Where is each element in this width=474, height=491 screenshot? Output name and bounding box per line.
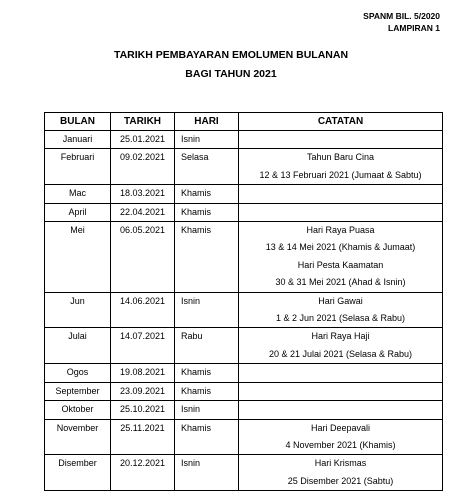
- cell-hari: Khamis: [175, 419, 239, 455]
- cell-bulan: September: [45, 382, 111, 400]
- catatan-line: 20 & 21 Julai 2021 (Selasa & Rabu): [268, 348, 413, 359]
- cell-tarikh: 14.07.2021: [111, 328, 175, 364]
- cell-hari: Isnin: [175, 455, 239, 491]
- catatan-line: 30 & 31 Mei 2021 (Ahad & Isnin): [275, 277, 406, 288]
- cell-catatan: [239, 364, 443, 382]
- table-row: [45, 364, 443, 382]
- cell-catatan: [239, 382, 443, 400]
- catatan-line: Tahun Baru Cina: [306, 152, 375, 163]
- cell-bulan: Jun: [45, 292, 111, 328]
- cell-tarikh: 22.04.2021: [111, 203, 175, 221]
- table-row: [45, 222, 443, 293]
- cell-tarikh: 25.11.2021: [111, 419, 175, 455]
- cell-catatan: [239, 292, 443, 328]
- catatan-line: 1 & 2 Jun 2021 (Selasa & Rabu): [275, 313, 406, 324]
- cell-catatan: [239, 222, 443, 293]
- cell-hari: Isnin: [175, 401, 239, 419]
- catatan-line: Hari Krismas: [314, 458, 367, 469]
- document-subtitle: BAGI TAHUN 2021: [185, 68, 277, 80]
- cell-bulan: Januari: [45, 131, 111, 149]
- catatan-line: Hari Raya Puasa: [306, 225, 375, 236]
- cell-tarikh: 25.01.2021: [111, 131, 175, 149]
- cell-tarikh: 06.05.2021: [111, 222, 175, 293]
- cell-tarikh: 09.02.2021: [111, 149, 175, 185]
- cell-tarikh: 19.08.2021: [111, 364, 175, 382]
- table-row: [45, 185, 443, 203]
- cell-tarikh: 25.10.2021: [111, 401, 175, 419]
- cell-hari: Isnin: [175, 131, 239, 149]
- cell-bulan: November: [45, 419, 111, 455]
- cell-hari: Khamis: [175, 185, 239, 203]
- cell-catatan: [239, 328, 443, 364]
- catatan-line: Hari Raya Haji: [311, 331, 370, 342]
- cell-hari: Khamis: [175, 364, 239, 382]
- column-header-hari: HARI: [175, 113, 239, 131]
- column-header-catatan: CATATAN: [239, 113, 443, 131]
- cell-tarikh: 23.09.2021: [111, 382, 175, 400]
- column-header-bulan: BULAN: [45, 113, 111, 131]
- table-row: [45, 203, 443, 221]
- cell-bulan: Ogos: [45, 364, 111, 382]
- cell-bulan: April: [45, 203, 111, 221]
- cell-tarikh: 20.12.2021: [111, 455, 175, 491]
- table-row: [45, 149, 443, 185]
- table-row: [45, 328, 443, 364]
- cell-tarikh: 14.06.2021: [111, 292, 175, 328]
- payment-schedule-table: [44, 112, 443, 491]
- cell-hari: Isnin: [175, 292, 239, 328]
- cell-catatan: [239, 419, 443, 455]
- cell-hari: Selasa: [175, 149, 239, 185]
- table-row: [45, 382, 443, 400]
- cell-bulan: Februari: [45, 149, 111, 185]
- catatan-line: Hari Gawai: [318, 295, 363, 306]
- cell-catatan: [239, 185, 443, 203]
- catatan-line: 12 & 13 Februari 2021 (Jumaat & Sabtu): [259, 169, 422, 180]
- cell-bulan: Oktober: [45, 401, 111, 419]
- reference-number: SPANM BIL. 5/2020: [363, 11, 440, 21]
- cell-bulan: Julai: [45, 328, 111, 364]
- catatan-line: Hari Pesta Kaamatan: [297, 259, 384, 270]
- catatan-line: 13 & 14 Mei 2021 (Khamis & Jumaat): [265, 242, 416, 253]
- attachment-label: LAMPIRAN 1: [388, 23, 440, 33]
- table-row: [45, 401, 443, 419]
- cell-bulan: Mac: [45, 185, 111, 203]
- cell-bulan: Disember: [45, 455, 111, 491]
- cell-bulan: Mei: [45, 222, 111, 293]
- cell-hari: Rabu: [175, 328, 239, 364]
- cell-hari: Khamis: [175, 382, 239, 400]
- cell-tarikh: 18.03.2021: [111, 185, 175, 203]
- cell-hari: Khamis: [175, 203, 239, 221]
- cell-catatan: [239, 203, 443, 221]
- cell-catatan: [239, 149, 443, 185]
- table-row: [45, 455, 443, 491]
- table-row: [45, 292, 443, 328]
- table-row: [45, 131, 443, 149]
- table-row: [45, 419, 443, 455]
- catatan-line: Hari Deepavali: [310, 422, 371, 433]
- cell-catatan: [239, 131, 443, 149]
- cell-hari: Khamis: [175, 222, 239, 293]
- catatan-line: 4 November 2021 (Khamis): [285, 439, 396, 450]
- column-header-tarikh: TARIKH: [111, 113, 175, 131]
- cell-catatan: [239, 455, 443, 491]
- document-title: TARIKH PEMBAYARAN EMOLUMEN BULANAN: [113, 49, 349, 61]
- catatan-line: 25 Disember 2021 (Sabtu): [287, 475, 394, 486]
- table-header-row: [45, 113, 443, 131]
- cell-catatan: [239, 401, 443, 419]
